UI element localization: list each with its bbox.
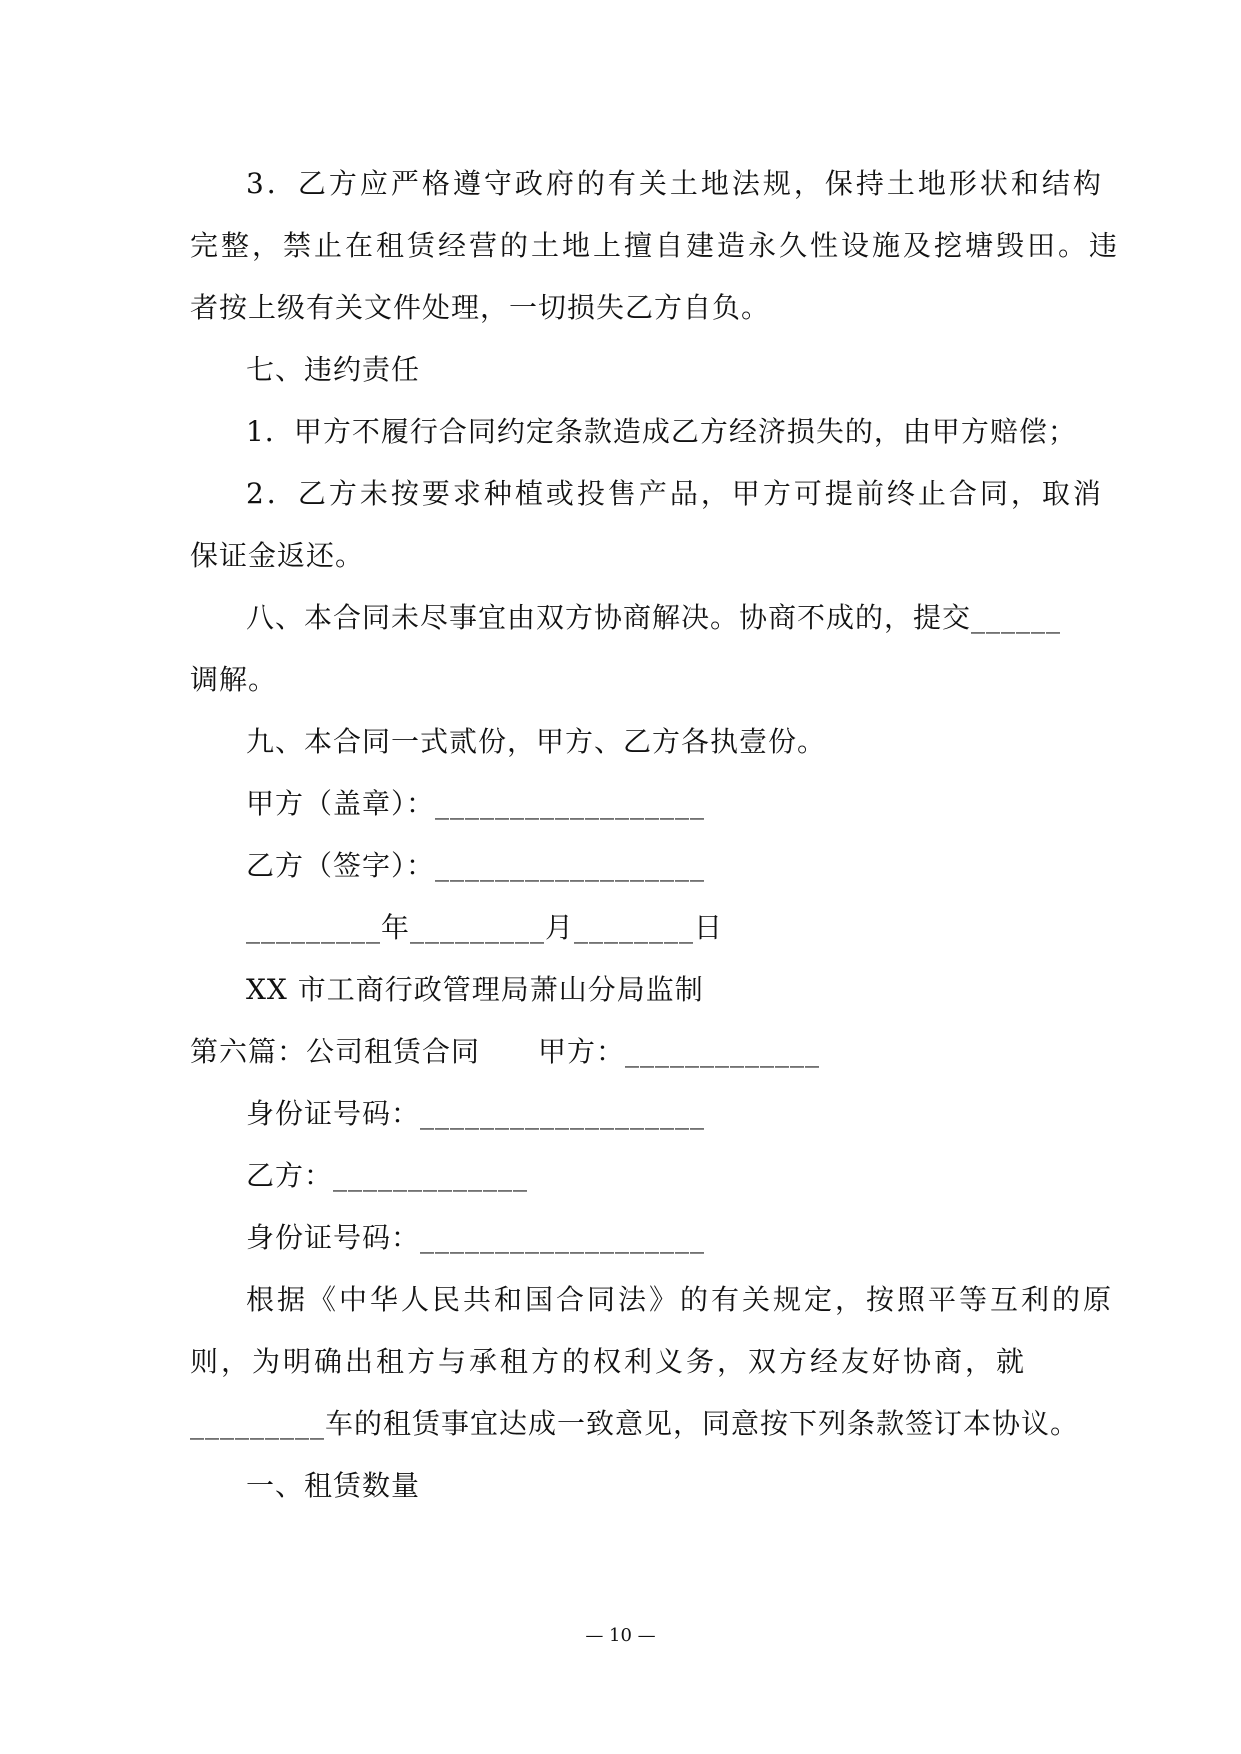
paragraph-line: 九、本合同一式贰份，甲方、乙方各执壹份。 xyxy=(246,725,827,758)
signature-field-party-a: 甲方（盖章）：__________________ xyxy=(246,787,706,820)
party-b-field: 乙方：_____________ xyxy=(246,1159,529,1192)
paragraph-line: 者按上级有关文件处理，一切损失乙方自负。 xyxy=(190,291,771,324)
page-number: — 10 — xyxy=(585,1625,656,1646)
paragraph-line: 则，为明确出租方与承租方的权利义务，双方经友好协商，就 xyxy=(190,1345,1028,1378)
id-number-field-party-a: 身份证号码：___________________ xyxy=(246,1097,706,1130)
section-heading: 一、租赁数量 xyxy=(246,1469,421,1502)
issuer-line: XX 市工商行政管理局萧山分局监制 xyxy=(246,973,704,1006)
section-heading: 七、违约责任 xyxy=(246,353,421,386)
paragraph-line: 保证金返还。 xyxy=(190,539,365,572)
paragraph-line: 调解。 xyxy=(190,663,278,696)
paragraph-line: 3．乙方应严格遵守政府的有关土地法规，保持土地形状和结构 xyxy=(246,167,1104,200)
paragraph-line: 完整，禁止在租赁经营的土地上擅自建造永久性设施及挖塘毁田。违 xyxy=(190,229,1121,262)
chapter-title: 第六篇：公司租赁合同 甲方：_____________ xyxy=(190,1035,821,1068)
signature-field-party-b: 乙方（签字）：__________________ xyxy=(246,849,706,882)
paragraph-line: _________车的租赁事宜达成一致意见，同意按下列条款签订本协议。 xyxy=(190,1407,1080,1440)
paragraph-line: 1．甲方不履行合同约定条款造成乙方经济损失的，由甲方赔偿； xyxy=(246,415,1077,448)
paragraph-line: 根据《中华人民共和国合同法》的有关规定，按照平等互利的原 xyxy=(246,1283,1115,1316)
paragraph-line: 2．乙方未按要求种植或投售产品，甲方可提前终止合同，取消 xyxy=(246,477,1104,510)
date-field: _________年_________月________日 xyxy=(246,911,724,944)
id-number-field-party-b: 身份证号码：___________________ xyxy=(246,1221,706,1254)
paragraph-line: 八、本合同未尽事宜由双方协商解决。协商不成的，提交______ xyxy=(246,601,1062,634)
